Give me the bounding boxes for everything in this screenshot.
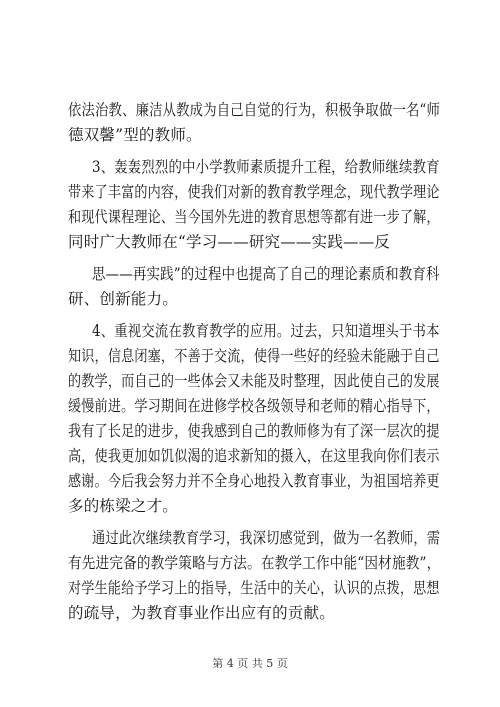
p3-line-2: 知识，信息闭塞，不善于交流，使得一些好的经验未能融于自己	[68, 347, 440, 365]
p2-line-1: 3、轰轰烈烈的中小学教师素质提升工程，给教师继续教育	[92, 158, 440, 176]
page-number-footer: 第 4 页 共 5 页	[212, 657, 288, 670]
p3-line-7: 感谢。今后我会努力并不全身心地投入教育事业，为祖国培养更	[68, 472, 440, 490]
p1-line-1: 依法治教、廉洁从教成为自己自觉的行为，积极争取做一名“师	[68, 101, 441, 119]
p4-line-2: 有先进完备的教学策略与方法。在教学工作中能“因材施教”，	[68, 554, 441, 572]
p2-line-3: 和现代课程理论、当今国外先进的教育思想等都有进一步了解，	[68, 208, 440, 226]
p3-line-6: 高，使我更加如饥似渴的追求新知的摄入，在这里我向你们表示	[68, 447, 440, 465]
p3-line-5: 我有了长足的进步，使我感到自己的教师修为有了深一层次的提	[68, 422, 440, 440]
p2-line-4: 同时广大教师在“学习——研究——实践——反	[68, 233, 391, 251]
p4-line-1: 通过此次继续教育学习，我深切感觉到，做为一名教师，需	[92, 529, 441, 547]
p2-line-5: 思——再实践”的过程中也提高了自己的理论素质和教育科	[92, 265, 440, 283]
p4-line-4: 的疏导，为教育事业作出应有的贡献。	[68, 604, 335, 622]
p1-line-2: 德双馨”型的教师。	[68, 126, 202, 144]
p2-line-6: 研、创新能力。	[68, 290, 178, 308]
p3-line-4: 缓慢前进。学习期间在进修学校各级领导和老师的精心指导下，	[68, 397, 440, 415]
p3-line-8: 多的栋梁之才。	[68, 497, 178, 515]
p4-line-3: 对学生能给予学习上的指导，生活中的关心，认识的点拨，思想	[68, 579, 440, 597]
p2-line-2: 带来了丰富的内容，使我们对新的教育教学理念，现代教学理论	[68, 183, 440, 201]
p3-line-3: 的教学，而自己的一些体会又未能及时整理，因此使自己的发展	[68, 372, 440, 390]
p3-line-1: 4、重视交流在教育教学的应用。过去，只知道埋头于书本	[92, 322, 440, 340]
